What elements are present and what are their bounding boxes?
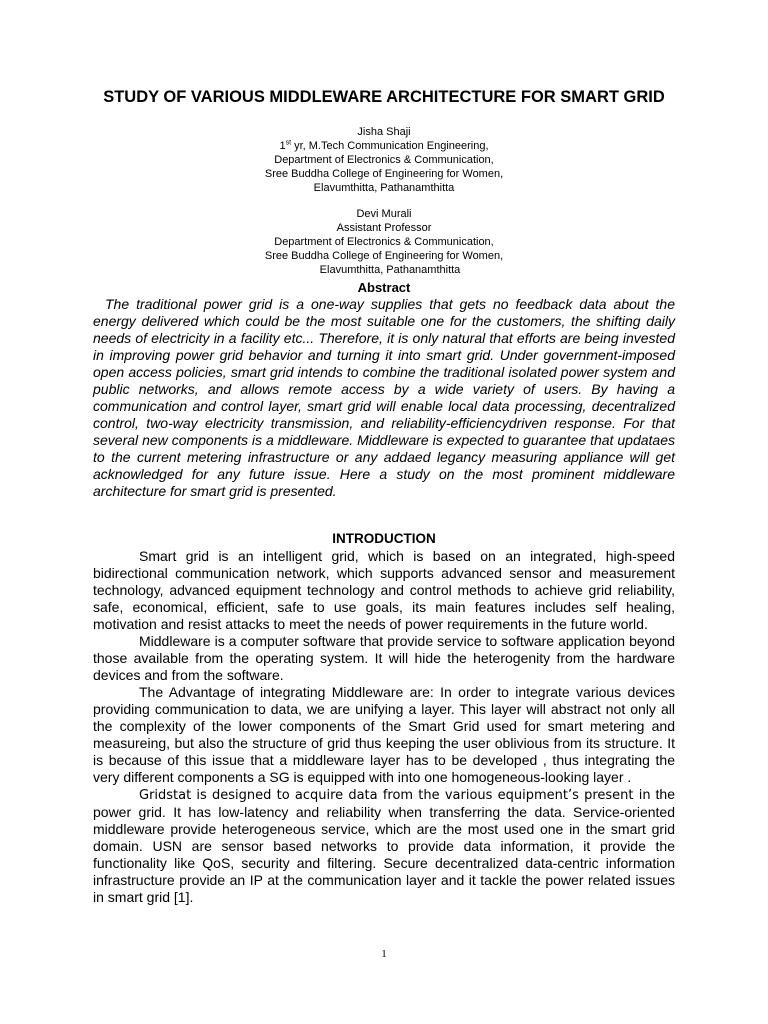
author-1-college: Sree Buddha College of Engineering for Women, (264, 168, 504, 180)
author-1-dept: Department of Electronics & Communication, (274, 154, 494, 166)
author-1-place: Elavumthitta, Pathanamthitta (313, 182, 455, 194)
author-block (200, 125, 568, 277)
abstract-text: The traditional power grid is a one-way supplies that gets no feedback data about the energy delivered which could be the most suitable one for the customers, the shifting daily needs of electricity in a facility etc... Therefore, it is only natural that efforts are being invested in improving power grid behavior and turning it into smart grid. Under government-imposed open access policies, smart grid intends to combine the traditional isolated power system and public networks, and allows remote access by a wide variety of users. By having a communication and control layer, smart grid will enable local data processing, decentralized control, two-way electricity transmission, and reliability-efficiencydriven response. For that several new components is a middleware. Middleware is expected to guarantee that updataes to the current metering infrastructure or any addaed legancy measuring appliance will get acknowledged for any future issue. Here a study on the most prominent middleware architecture for smart grid is presented. (93, 296, 675, 499)
abstract-heading: Abstract (357, 280, 411, 295)
author-1-year-rest: yr, M.Tech Communication Engineering, (291, 140, 489, 152)
author-1-affiliation-year (200, 139, 568, 153)
intro-paragraph-4-rest: the power grid. It has low-latency and reliability when transferring the data. Service-oriented middleware provide heterogeneous service, which are the most used one in the smart grid domain. USN are sensor based networks to provide data information, it provide the functionality like QoS, security and filtering. Secure decentralized data-centric information infrastructure provide an IP at the communication layer and it tackle the power related issues in smart grid [1]. (93, 786, 676, 905)
intro-paragraph-4 (93, 786, 675, 906)
author-2-name: Devi Murali (356, 208, 412, 220)
author-2-place: Elavumthitta, Pathanamthitta (319, 264, 461, 276)
author-1-year-sup: st (285, 139, 292, 147)
intro-paragraph-1: Smart grid is an intelligent grid, which is based on an integrated, high-speed bidirectional communication network, which supports advanced sensor and measurement technology, advanced equipment technology and control methods to achieve grid reliability, safe, economical, efficient, safe to use goals, its main features includes self healing, motivation and resist attacks to meet the needs of power requirements in the future world. (93, 548, 675, 632)
author-gap (200, 195, 568, 207)
intro-paragraph-3: The Advantage of integrating Middleware are: In order to integrate various devices providing communication to data, we are unifying a layer. This layer will abstract not only all the complexity of the lower components of the Smart Grid used for smart metering and measureing, but also the structure of grid thus keeping the user oblivious from its structure. It is because of this issue that a middleware layer has to be developed , thus integrating the very different components a SG is equipped with into one homogeneous-looking layer . (93, 684, 675, 785)
author-2-college: Sree Buddha College of Engineering for Women, (264, 250, 504, 262)
intro-paragraph-4-lead: Gridstat is designed to acquire data from the various equipment’s present in (139, 788, 651, 803)
intro-paragraph-2: Middleware is a computer software that provide service to software application beyond those available from the operating system. It will hide the heterogenity from the hardware devices and from the software. (93, 633, 675, 683)
author-2-role: Assistant Professor (336, 222, 432, 234)
author-2-dept: Department of Electronics & Communication, (274, 236, 494, 248)
page-number: 1 (381, 948, 387, 960)
author-1-name: Jisha Shaji (357, 126, 411, 138)
paper-title: STUDY OF VARIOUS MIDDLEWARE ARCHITECTURE FOR SMART GRID (103, 88, 665, 106)
introduction-heading: INTRODUCTION (332, 531, 436, 546)
author-1-year-prefix: 1 (279, 140, 286, 152)
introduction-body (93, 548, 675, 906)
